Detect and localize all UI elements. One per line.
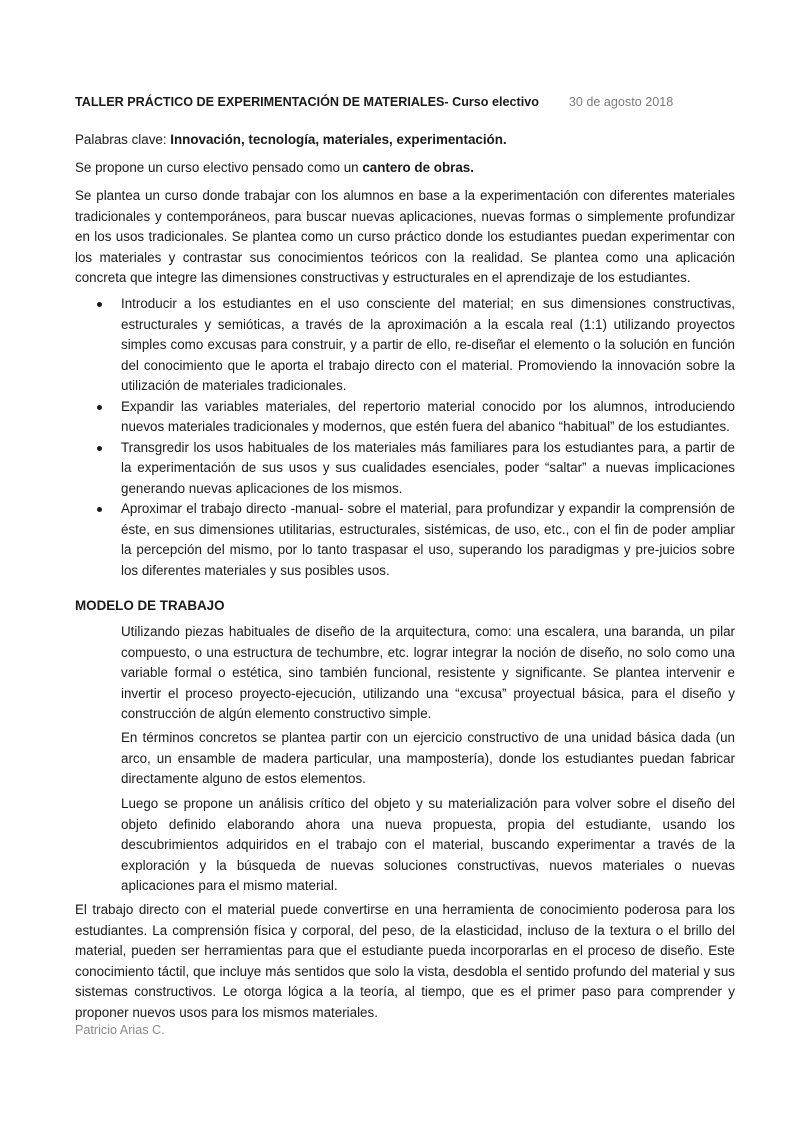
list-item-text: Aproximar el trabajo directo -manual- sobre el material, para profundizar y expandir la comprensión de éste, en sus dimensiones utilitarias, estructurales, sistémicas, de uso, etc., con el fin de poder ampliar la percepción del mismo, por lo tanto traspasar el uso, superando los paradigmas y pre-juicios sobre los diferentes materiales y sus posibles usos.: [121, 501, 735, 578]
list-item: [75, 294, 735, 397]
document-header: [75, 92, 735, 112]
work-model-paragraph-3: Luego se propone un análisis crítico del objeto y su materialización para volver sobre el diseño del objeto definido elaborando ahora una nueva propuesta, propia del estudiante, usando los descubrimientos adquiridos en el trabajo con el material, buscando experimentar a través de la exploración y la búsqueda de nuevas soluciones constructivas, nuevos materiales o nuevas aplicaciones para el mismo material.: [121, 796, 735, 893]
document-date: 30 de agosto 2018: [568, 95, 674, 109]
work-model-paragraph-2: En términos concretos se plantea partir con un ejercicio constructivo de una unidad básica dada (un arco, un ensamble de madera particular, una mampostería), donde los estudiantes puedan fabricar directamente alguno de estos elementos.: [121, 730, 735, 786]
list-item: [75, 438, 735, 500]
author-name: Patricio Arias C.: [75, 1023, 165, 1037]
list-item: [75, 397, 735, 438]
work-model-paragraph-1: Utilizando piezas habituales de diseño de la arquitectura, como: una escalera, una baranda, un pilar compuesto, o una estructura de techumbre, etc. lograr integrar la noción de diseño, no solo como una variable formal o estética, sino también funcional, resistente y significante. Se plantea intervenir e invertir el proceso proyecto-ejecución, utilizando una “excusa” proyectual básica, para el diseño y construcción de algún elemento constructivo simple.: [121, 624, 735, 721]
intro-emphasis: cantero de obras.: [362, 160, 474, 175]
intro-line: [75, 158, 735, 179]
bullet-icon: [97, 405, 102, 410]
section-heading: MODELO DE TRABAJO: [75, 598, 225, 613]
document-title: TALLER PRÁCTICO DE EXPERIMENTACIÓN DE MATERIALES- Curso electivo: [75, 95, 539, 109]
paragraph-1: Se plantea un curso donde trabajar con los alumnos en base a la experimentación con diferentes materiales tradicionales y contemporáneos, para buscar nuevas aplicaciones, nuevas formas o simplemente profundizar en los usos tradicionales. Se plantea como un curso práctico donde los estudiantes puedan experimentar con los materiales y contrastar sus conocimientos teóricos con la realidad. Se plantea como una aplicación concreta que integre las dimensiones constructivas y estructurales en el aprendizaje de los estudiantes.: [75, 188, 735, 285]
list-item: [75, 499, 735, 581]
keywords-label: Palabras clave:: [75, 132, 171, 147]
objectives-list: [75, 294, 735, 581]
list-item-text: Introducir a los estudiantes en el uso consciente del material; en sus dimensiones constructivas, estructurales y semióticas, a través de la aproximación a la escala real (1:1) utilizando proyectos simples como excusas para construir, y a partir de ello, re-diseñar el elemento o la solución en función del conocimiento que le aporta el trabajo directo con el material. Promoviendo la innovación sobre la utilización de materiales tradicionales.: [121, 296, 735, 393]
bullet-icon: [97, 302, 102, 307]
intro-text: Se propone un curso electivo pensado como un: [75, 160, 363, 175]
keywords-line: [75, 130, 735, 151]
keywords-value: Innovación, tecnología, materiales, experimentación.: [170, 132, 507, 147]
bullet-icon: [97, 446, 102, 451]
list-item-text: Transgredir los usos habituales de los materiales más familiares para los estudiantes para, a partir de la experimentación de sus usos y sus cualidades esenciales, poder “saltar” a nuevas implicaciones generando nuevas aplicaciones de los mismos.: [121, 439, 735, 496]
list-item-text: Expandir las variables materiales, del repertorio material conocido por los alumnos, introduciendo nuevos materiales tradicionales y modernos, que estén fuera del abanico “habitual” de los estudiantes.: [121, 398, 735, 434]
closing-paragraph: El trabajo directo con el material puede convertirse en una herramienta de conocimiento poderosa para los estudiantes. La comprensión física y corporal, del peso, de la elasticidad, incluso de la textura o el brillo del material, pueden ser herramientas para que el estudiante pueda incorporarlas en el proceso de diseño. Este conocimiento táctil, que incluye más sentidos que solo la vista, desdobla el sentido profundo del material y sus sistemas constructivos. Le otorga lógica a la teoría, al tiempo, que es el primer paso para comprender y proponer nuevos usos para los mismos materiales.: [75, 902, 735, 1020]
bullet-icon: [97, 507, 102, 512]
